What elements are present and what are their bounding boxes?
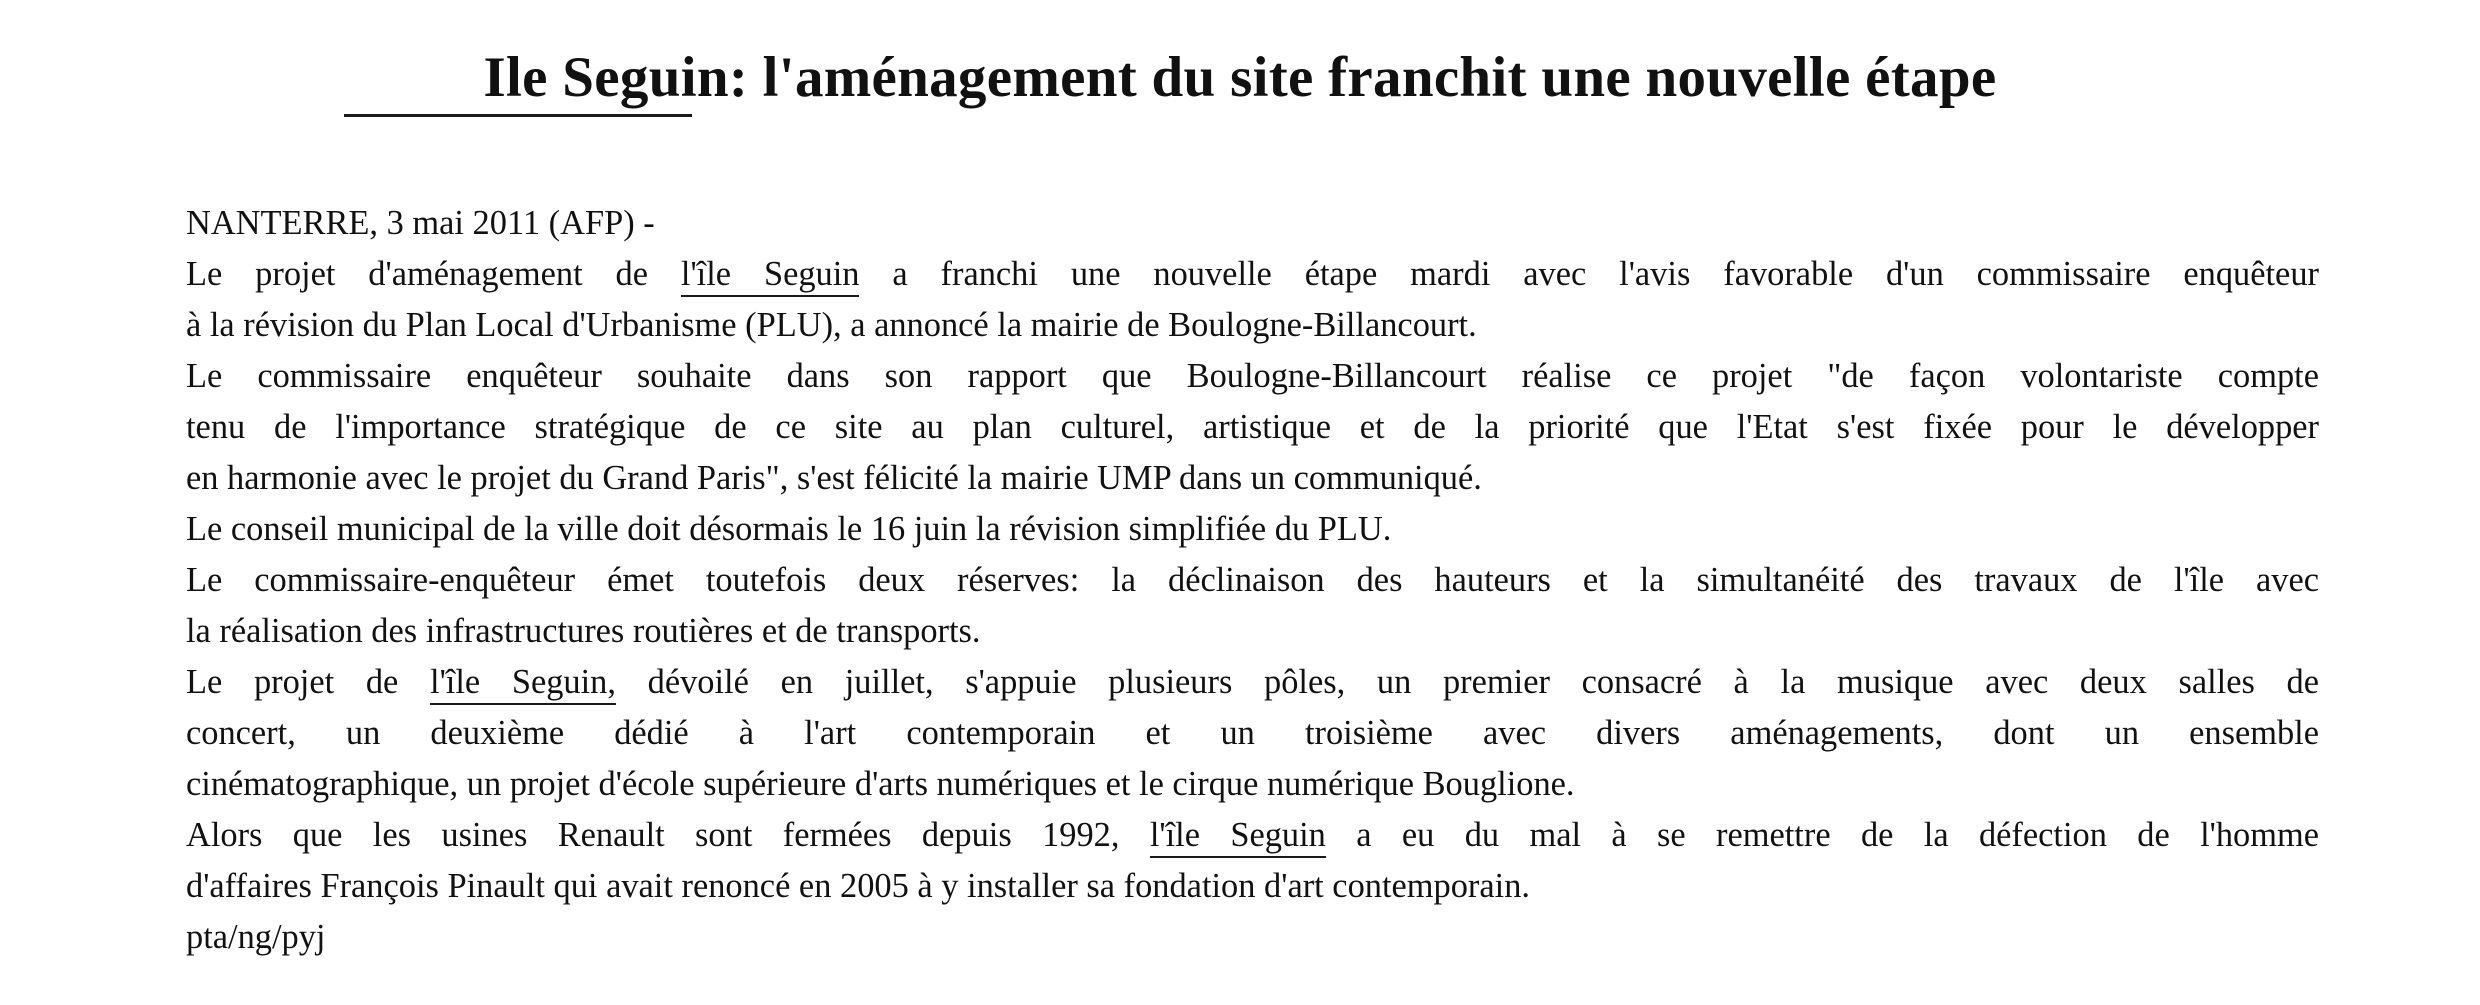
paragraph-line: à la révision du Plan Local d'Urbanisme (PLU), a annoncé la mairie de Boulogne-Billancourt. (186, 306, 1477, 344)
article-body (186, 198, 2319, 963)
paragraph-line (186, 810, 2319, 861)
paragraph-line: Le commissaire-enquêteur émet toutefois deux réserves: la déclinaison des hauteurs et la simultanéité des travaux de l'île avec (186, 561, 2319, 599)
paragraph-2 (186, 351, 2319, 504)
paragraph-line: Le conseil municipal de la ville doit désormais le 16 juin la révision simplifiée du PLU. (186, 510, 1392, 548)
signature: pta/ng/pyj (186, 918, 326, 956)
ile-seguin-link[interactable]: l'île Seguin (681, 255, 860, 297)
text-run: Alors que les usines Renault sont fermées depuis 1992, (186, 816, 1150, 854)
paragraph-line: tenu de l'importance stratégique de ce site au plan culturel, artistique et de la priorité que l'Etat s'est fixée pour le développer (186, 408, 2319, 446)
paragraph-line: cinématographique, un projet d'école supérieure d'arts numériques et le cirque numérique Bouglione. (186, 765, 1575, 803)
ile-seguin-link[interactable]: l'île Seguin (1150, 816, 1326, 858)
paragraph-1 (186, 249, 2319, 351)
text-run: Le projet de (186, 663, 431, 701)
paragraph-line: d'affaires François Pinault qui avait renoncé en 2005 à y installer sa fondation d'art contemporain. (186, 867, 1530, 905)
title-underline (344, 114, 692, 117)
paragraph-line (186, 249, 2319, 300)
article-title (0, 38, 2480, 118)
paragraph-3 (186, 504, 2319, 555)
title-rest: l'aménagement du site franchit une nouvelle étape (748, 46, 1997, 109)
paragraph-line: en harmonie avec le projet du Grand Paris", s'est félicité la mairie UMP dans un communiqué. (186, 459, 1482, 497)
paragraph-line (186, 657, 2319, 708)
paragraph-line: Le commissaire enquêteur souhaite dans son rapport que Boulogne-Billancourt réalise ce projet "de façon volontariste compte (186, 357, 2319, 395)
paragraph-4 (186, 555, 2319, 657)
text-run: Le projet d'aménagement de (186, 255, 681, 293)
paragraph-line: concert, un deuxième dédié à l'art contemporain et un troisième avec divers aménagements, dont un ensemble (186, 714, 2319, 752)
text-run: dévoilé en juillet, s'appuie plusieurs pôles, un premier consacré à la musique avec deux salles de (615, 663, 2319, 701)
text-run: a eu du mal à se remettre de la défection de l'homme (1325, 816, 2319, 854)
ile-seguin-link[interactable]: l'île Seguin, (430, 663, 616, 705)
dateline: NANTERRE, 3 mai 2011 (AFP) - (186, 204, 655, 242)
paragraph-6 (186, 810, 2319, 912)
paragraph-5 (186, 657, 2319, 810)
paragraph-line: la réalisation des infrastructures routières et de transports. (186, 612, 981, 650)
text-run: a franchi une nouvelle étape mardi avec l'avis favorable d'un commissaire enquêteur (859, 255, 2319, 293)
title-prefix: Ile Seguin: (483, 46, 749, 109)
